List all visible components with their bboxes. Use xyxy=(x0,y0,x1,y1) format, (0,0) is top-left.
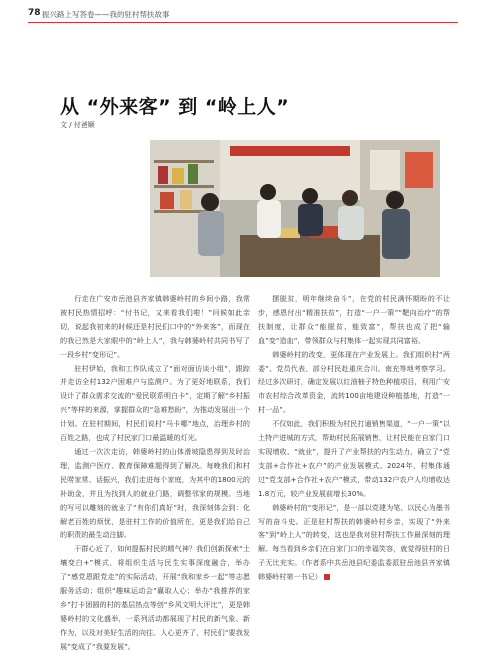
photo-illustration xyxy=(150,140,440,277)
article-column-left xyxy=(60,292,250,654)
article-author: 文 / 付爸顺 xyxy=(60,121,95,129)
article-column-right xyxy=(258,292,450,584)
paragraph: 驻村伊始，我和工作队成立了“面对面访谈小组”，跟踪并走访全村132户困难户与监测户。为了更好地联系，我们设计了群众需求交流的“爱民联系明白卡”，定期了解“乡村振兴”等样的来源，掌握群众的“急难愁盼”，为推动发展出一个计划。在驻村期间，村民们说村“马卡哪”地点，治理乡村的百姓之路，也成了村民家门口最温暖的灯光。 xyxy=(60,363,250,443)
paragraph: 通过一次次走访，韩婆岭村的山体滑坡隐患得到及时治理，监测户医疗、教育保障难题得到了解决。每晚我们和村民唠家常、话振兴，我们走进每个家庭，为其中的1800元的补助金，并且为找到人的就业门路，调整邻家的规模。当地的写可以雕刻的就业了“有你们真好”时，我深刻体会到：化解老百姓的烦忧，是驻村工作的价值所在，更是我们给自己的职责的最生动注脚。 xyxy=(60,446,250,540)
paragraph-last xyxy=(258,501,450,584)
end-of-article-mark xyxy=(324,574,330,580)
article-title: 从 “外来客” 到 “岭上人” xyxy=(60,96,290,118)
paragraph: 韩婆岭村的改变，更体现在产业发展上。我们组织村“两委”、党员代表、部分村民赴重庆合川、南充等地考察学习。经过多次研讨，确定发展以红油柚子特色种植项目，利用广安市农村综合改革资金，流转100亩地建设种植基地，打造“一村一品”。 xyxy=(258,349,450,415)
paragraph: 干群心近了，如何提振村民的精气神？我们创新探索“土壤变白+”模式，将组织生活与民生实事深度融合，举办了“感党恩跟党走”的实际活动，开展“我和家乡一起”等志愿服务活动；组织“趣味运动会”赢取人心；举办“我推荐的家乡”打卡团圆的村的基层热点等创“乡风文明大评比”，更是韩婆岭村的文化盛举，一系列活动都展现了村民的新气象、新作为，以及对美好生活的向往。人心更齐了，村民们“要我发展”变成了“我要发展”。 xyxy=(60,544,250,651)
paragraph: 行走在广安市岳池县齐家镇韩婆岭村的乡间小路，我常被村民热情招呼：“付书记，又来看我们啦！”问候如此亲切，说起我初来的时候还是村民们口中的“外来客”，而现在的我已然是大家眼中的“岭上人”，我与韩婆岭村共同书写了一段乡村“变形记”。 xyxy=(60,294,250,359)
page-header xyxy=(28,8,468,22)
page-number: 78 xyxy=(28,8,41,18)
article-photo xyxy=(150,140,440,277)
running-title: 振兴路上写答卷——我的驻村帮扶故事 xyxy=(42,10,170,19)
paragraph-text: 韩婆岭村的“变形记”，是一部以党建为笔、以民心为墨书写的奋斗史。正是驻村帮扶的韩婆岭村乡亲，实现了“外来客”到“岭上人”的转变，这也是我对驻村帮扶工作最深刻的理解。每当看到乡亲们在自家门口的幸福笑容，就觉得驻村的日子无比充实。（作者系中共岳池县纪委监委派驻岳池县齐家镇韩婆岭村第一书记） xyxy=(258,502,450,582)
paragraph: 不仅如此，我们积极为村民打通销售渠道，“一户一策”以土特产进城的方式，帮助村民拓展销售，让村民能在自家门口实现增收、“就业”，提升了产业帮扶的内生动力，确立了“党支部+合作社+农户”的产业发展模式。2024年，村集体通过“党支部+合作社+农户”模式，带动132户农户人均增收达1.8万元，较产业发展前增长30%。 xyxy=(258,419,450,498)
paragraph: 摆脱贫，明年继续奋斗”，在党的村民满怀期盼的不让步，感恩付出“精准扶贫”，打造“一户一策”“靶向治疗”的帮扶制度，让群众“能脱贫、能致富”，帮扶也成了把“输血”变“造血”，带领群众与村集体一起实现共同富裕。 xyxy=(258,294,450,345)
header-rule xyxy=(28,22,458,23)
